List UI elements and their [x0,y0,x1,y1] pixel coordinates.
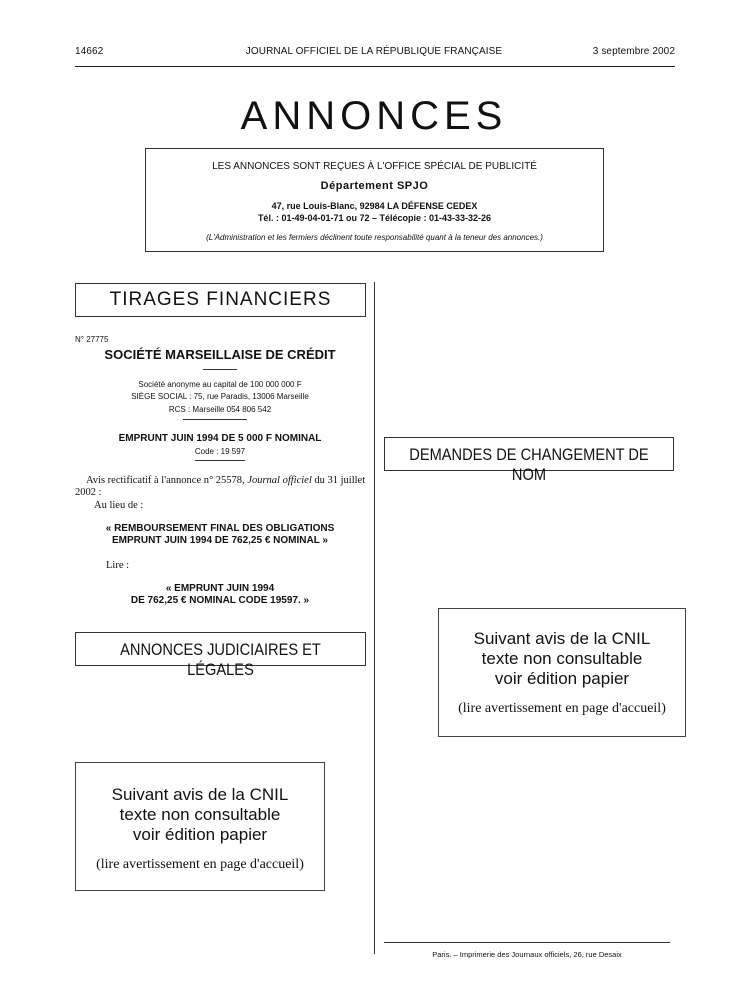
cnil-notice-left [75,762,325,891]
code-rule [195,460,245,461]
header-rule [75,66,675,67]
column-divider [374,282,375,954]
cnil-right-line-1: Suivant avis de la CNIL [473,629,651,648]
section-annonces-judiciaires [75,632,366,679]
cnil-right-line-3: voir édition papier [494,669,630,688]
info-line-3: 47, rue Louis-Blanc, 92984 LA DÉFENSE CEDEX [271,201,478,211]
cnil-left-line-3: voir édition papier [132,825,268,844]
cnil-left-line-2: texte non consultable [119,805,281,824]
section-tirages-label: TIRAGES FINANCIERS [109,289,332,310]
emprunt-heading: EMPRUNT JUIN 1994 DE 5 000 F NOMINAL [118,433,322,444]
issue-date: 3 septembre 2002 [592,46,675,57]
new-text-line-2: DE 762,25 € NOMINAL CODE 19597. » [130,595,310,606]
notice-number: N° 27775 [75,335,109,344]
avis-journal-officiel: Journal officiel [247,475,312,486]
info-line-5: (L'Administration et les fermiers déclinent toute responsabilité quant à la teneur des annonces.) [206,233,543,242]
cnil-right-note: (lire avertissement en page d'accueil) [458,701,666,716]
company-siege: SIÈGE SOCIAL : 75, rue Paradis, 13006 Marseille [131,392,309,401]
page-number: 14662 [75,46,104,57]
company-rule [203,369,237,370]
section-demandes-label: DEMANDES DE CHANGEMENT DE NOM [409,445,649,484]
cnil-left-line-1: Suivant avis de la CNIL [111,785,289,804]
info-line-4: Tél. : 01-49-04-01-71 ou 72 – Télécopie : 01-43-33-32-26 [257,213,492,223]
old-text-line-2: EMPRUNT JUIN 1994 DE 762,25 € NOMINAL » [111,535,328,546]
journal-title: JOURNAL OFFICIEL DE LA RÉPUBLIQUE FRANÇAISE [245,46,503,57]
footer-rule [384,942,670,943]
avis-line-1 [86,475,365,486]
lire-label: Lire : [106,560,130,571]
company-rcs: RCS : Marseille 054 806 542 [168,405,272,414]
emprunt-code: Code : 19 597 [194,447,246,456]
info-line-2: Département SPJO [320,180,429,192]
avis-text-post: du 31 juillet [314,475,366,486]
cnil-left-note: (lire avertissement en page d'accueil) [96,857,304,872]
new-text-line-1: « EMPRUNT JUIN 1994 [165,583,275,594]
section-judiciaires-label: ANNONCES JUDICIAIRES ET LÉGALES [120,640,321,679]
avis-year: 2002 : [75,487,102,498]
section-tirages-financiers [75,283,366,317]
avis-text-pre: Avis rectificatif à l'annonce n° 25578, [86,475,245,486]
company-capital: Société anonyme au capital de 100 000 000 F [138,380,302,389]
page-title: ANNONCES [240,94,508,138]
rcs-rule [183,419,247,420]
cnil-notice-right [438,608,686,737]
old-text-line-1: « REMBOURSEMENT FINAL DES OBLIGATIONS [105,523,335,534]
info-line-1: LES ANNONCES SONT REÇUES À L'OFFICE SPÉCIAL DE PUBLICITÉ [212,161,537,172]
cnil-right-line-2: texte non consultable [481,649,643,668]
company-name: SOCIÉTÉ MARSEILLAISE DE CRÉDIT [104,347,336,362]
section-demandes-changement-nom [384,437,674,484]
info-box [145,148,604,252]
au-lieu-de: Au lieu de : [94,500,144,511]
printer-footer: Paris. – Imprimerie des Journaux officiels, 26, rue Desaix [432,950,622,959]
